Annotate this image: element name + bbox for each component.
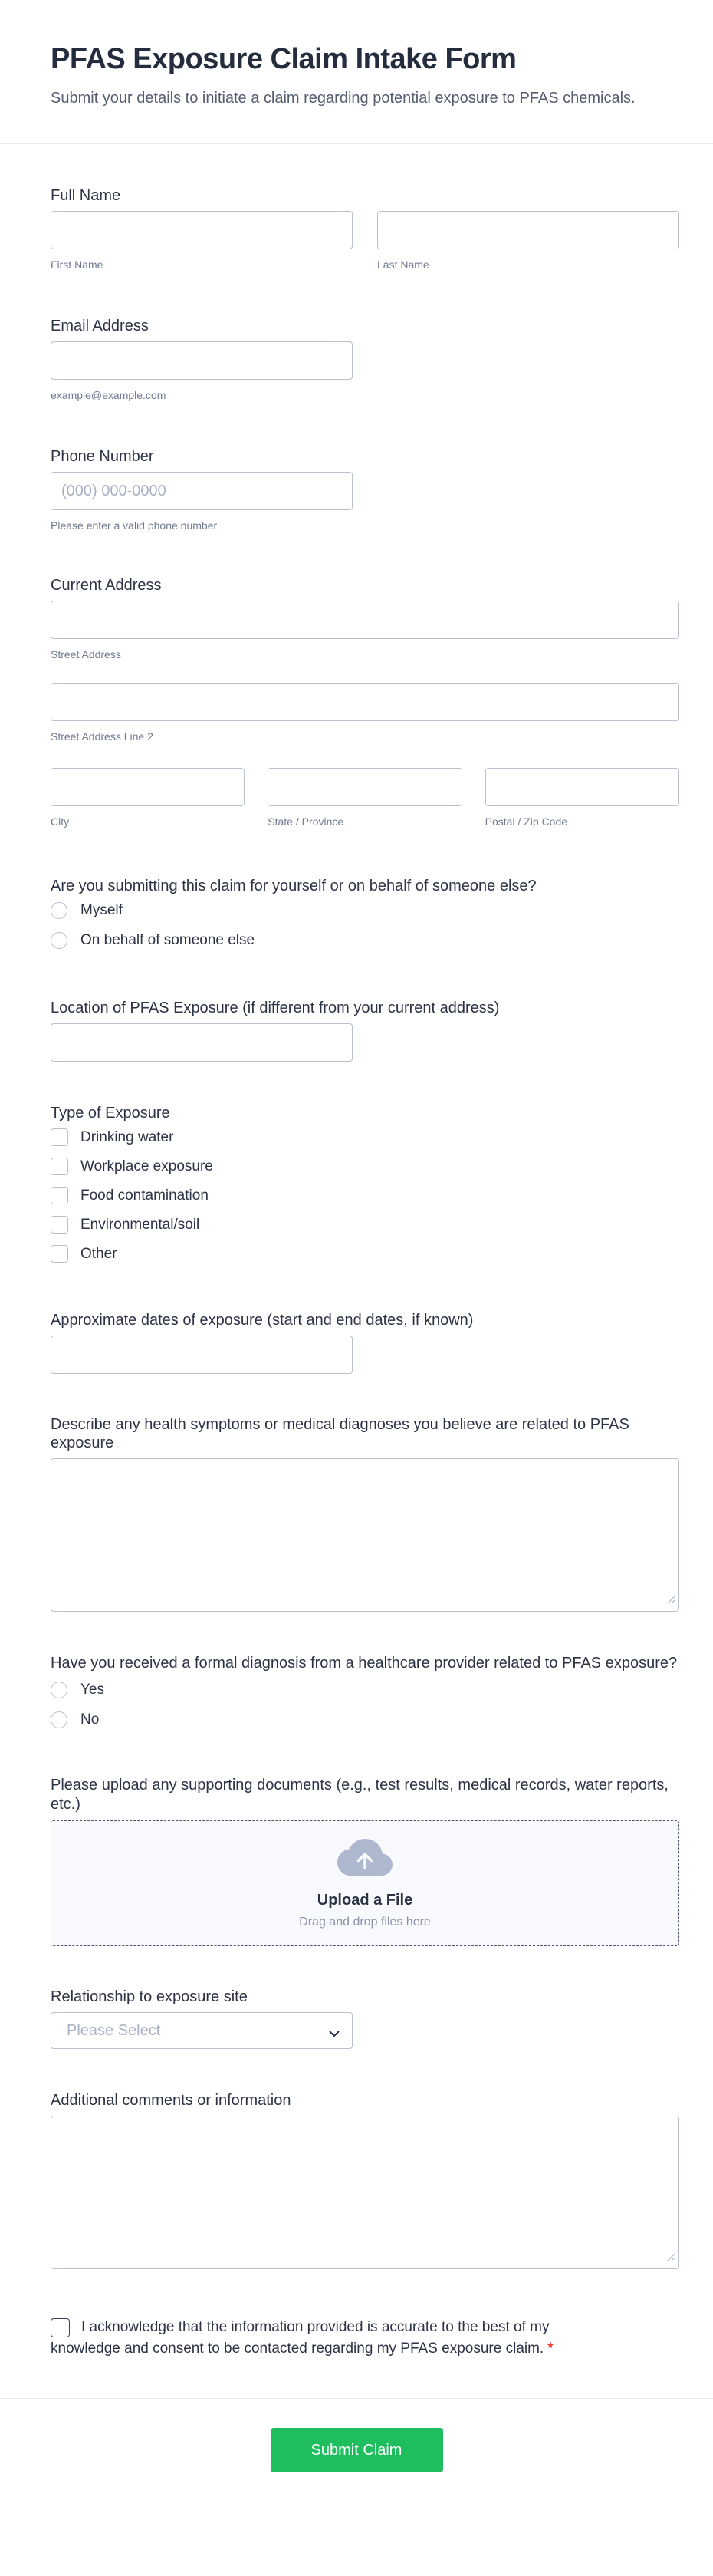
postal-input[interactable]	[485, 768, 679, 806]
field-exposure-location	[51, 999, 679, 1062]
state-sublabel: State / Province	[268, 815, 344, 828]
select-placeholder: Please Select	[67, 2021, 161, 2039]
checkbox-option-drinking-water[interactable]	[51, 1128, 679, 1146]
email-input[interactable]	[51, 341, 353, 380]
submit-row	[0, 2428, 713, 2472]
upload-label: Please upload any supporting documents (e.g., test results, medical records, water reports, etc.)	[51, 1777, 669, 1813]
exposure-location-label: Location of PFAS Exposure (if different from your current address)	[51, 1000, 500, 1016]
checkbox-icon[interactable]	[51, 1216, 68, 1234]
page-title: PFAS Exposure Claim Intake Form	[51, 43, 517, 75]
field-phone	[51, 447, 679, 532]
radio-icon[interactable]	[51, 1682, 67, 1698]
exposure-dates-label: Approximate dates of exposure (start and end dates, if known)	[51, 1312, 474, 1329]
radio-option-myself[interactable]	[51, 901, 679, 919]
checkbox-option-label: Workplace exposure	[80, 1158, 213, 1174]
upload-button-text: Upload a File	[317, 1892, 413, 1909]
field-upload	[51, 1776, 679, 1946]
checkbox-option-environmental[interactable]	[51, 1216, 679, 1234]
checkbox-option-label: Food contamination	[80, 1188, 209, 1204]
form-body	[0, 186, 713, 2360]
field-email	[51, 317, 679, 402]
radio-option-yes[interactable]	[51, 1681, 679, 1698]
header-divider	[0, 143, 713, 144]
required-asterisk: *	[547, 2340, 554, 2357]
field-claim-for	[51, 877, 679, 949]
claim-for-label: Are you submitting this claim for yourself or on behalf of someone else?	[51, 878, 537, 894]
relationship-label: Relationship to exposure site	[51, 1988, 248, 2005]
comments-label: Additional comments or information	[51, 2092, 291, 2109]
radio-option-label: Yes	[80, 1682, 104, 1698]
file-upload-dropzone[interactable]	[51, 1820, 679, 1946]
first-name-input[interactable]	[51, 211, 353, 249]
phone-label: Phone Number	[51, 448, 154, 465]
radio-icon[interactable]	[51, 1711, 67, 1728]
first-name-sublabel: First Name	[51, 259, 104, 271]
address-label: Current Address	[51, 577, 162, 594]
field-relationship	[51, 1988, 679, 2049]
full-name-label: Full Name	[51, 187, 121, 204]
submit-claim-button[interactable]: Submit Claim	[271, 2428, 443, 2472]
radio-option-label: On behalf of someone else	[80, 932, 255, 948]
radio-option-behalf[interactable]	[51, 931, 679, 949]
field-acknowledgment	[51, 2317, 610, 2360]
acknowledgment-checkbox[interactable]	[51, 2318, 70, 2337]
diagnosis-label: Have you received a formal diagnosis from a healthcare provider related to PFAS exposure?	[51, 1655, 678, 1672]
email-sublabel: example@example.com	[51, 389, 166, 401]
exposure-location-input[interactable]	[51, 1023, 353, 1062]
checkbox-icon[interactable]	[51, 1245, 68, 1263]
street-address2-sublabel: Street Address Line 2	[51, 730, 153, 743]
street-address-input[interactable]	[51, 601, 679, 639]
cloud-upload-icon	[334, 1837, 396, 1881]
city-input[interactable]	[51, 768, 245, 806]
field-address	[51, 576, 679, 828]
form-header	[0, 0, 713, 111]
checkbox-option-label: Drinking water	[80, 1129, 174, 1145]
symptoms-textarea[interactable]	[51, 1458, 679, 1612]
phone-sublabel: Please enter a valid phone number.	[51, 519, 220, 532]
field-diagnosis	[51, 1654, 679, 1728]
state-input[interactable]	[268, 768, 462, 806]
radio-option-label: No	[80, 1711, 100, 1728]
street-address-sublabel: Street Address	[51, 648, 121, 660]
radio-icon[interactable]	[51, 902, 67, 919]
last-name-input[interactable]	[377, 211, 679, 249]
comments-textarea[interactable]	[51, 2116, 679, 2269]
chevron-down-icon	[329, 2028, 340, 2041]
exposure-dates-input[interactable]	[51, 1336, 353, 1374]
checkbox-option-other[interactable]	[51, 1245, 679, 1263]
checkbox-icon[interactable]	[51, 1158, 68, 1175]
checkbox-icon[interactable]	[51, 1128, 68, 1146]
field-exposure-type	[51, 1104, 679, 1263]
checkbox-option-food[interactable]	[51, 1187, 679, 1204]
footer-divider	[0, 2398, 713, 2399]
field-comments	[51, 2091, 679, 2269]
postal-sublabel: Postal / Zip Code	[485, 815, 568, 828]
field-full-name	[51, 186, 679, 272]
checkbox-option-workplace[interactable]	[51, 1158, 679, 1175]
field-symptoms	[51, 1415, 679, 1612]
checkbox-option-label: Environmental/soil	[80, 1217, 200, 1233]
resize-handle-icon[interactable]	[667, 1594, 675, 1608]
city-sublabel: City	[51, 815, 70, 828]
radio-option-no[interactable]	[51, 1711, 679, 1728]
street-address2-input[interactable]	[51, 683, 679, 721]
phone-input[interactable]	[51, 472, 353, 510]
acknowledgment-text: I acknowledge that the information provided is accurate to the best of my knowledge and consent to be contacted regarding my PFAS exposure claim.	[51, 2319, 550, 2357]
symptoms-label: Describe any health symptoms or medical diagnoses you believe are related to PFAS exposure	[51, 1416, 629, 1451]
exposure-type-label: Type of Exposure	[51, 1105, 170, 1122]
checkbox-icon[interactable]	[51, 1187, 68, 1204]
email-label: Email Address	[51, 318, 149, 334]
resize-handle-icon[interactable]	[667, 2252, 675, 2265]
page-subtitle: Submit your details to initiate a claim regarding potential exposure to PFAS chemicals.	[51, 90, 636, 107]
radio-option-label: Myself	[80, 902, 123, 918]
radio-icon[interactable]	[51, 932, 67, 949]
checkbox-option-label: Other	[80, 1246, 117, 1262]
upload-hint-text: Drag and drop files here	[299, 1916, 431, 1929]
relationship-select[interactable]	[51, 2012, 353, 2049]
last-name-sublabel: Last Name	[377, 259, 429, 271]
field-exposure-dates	[51, 1311, 679, 1374]
